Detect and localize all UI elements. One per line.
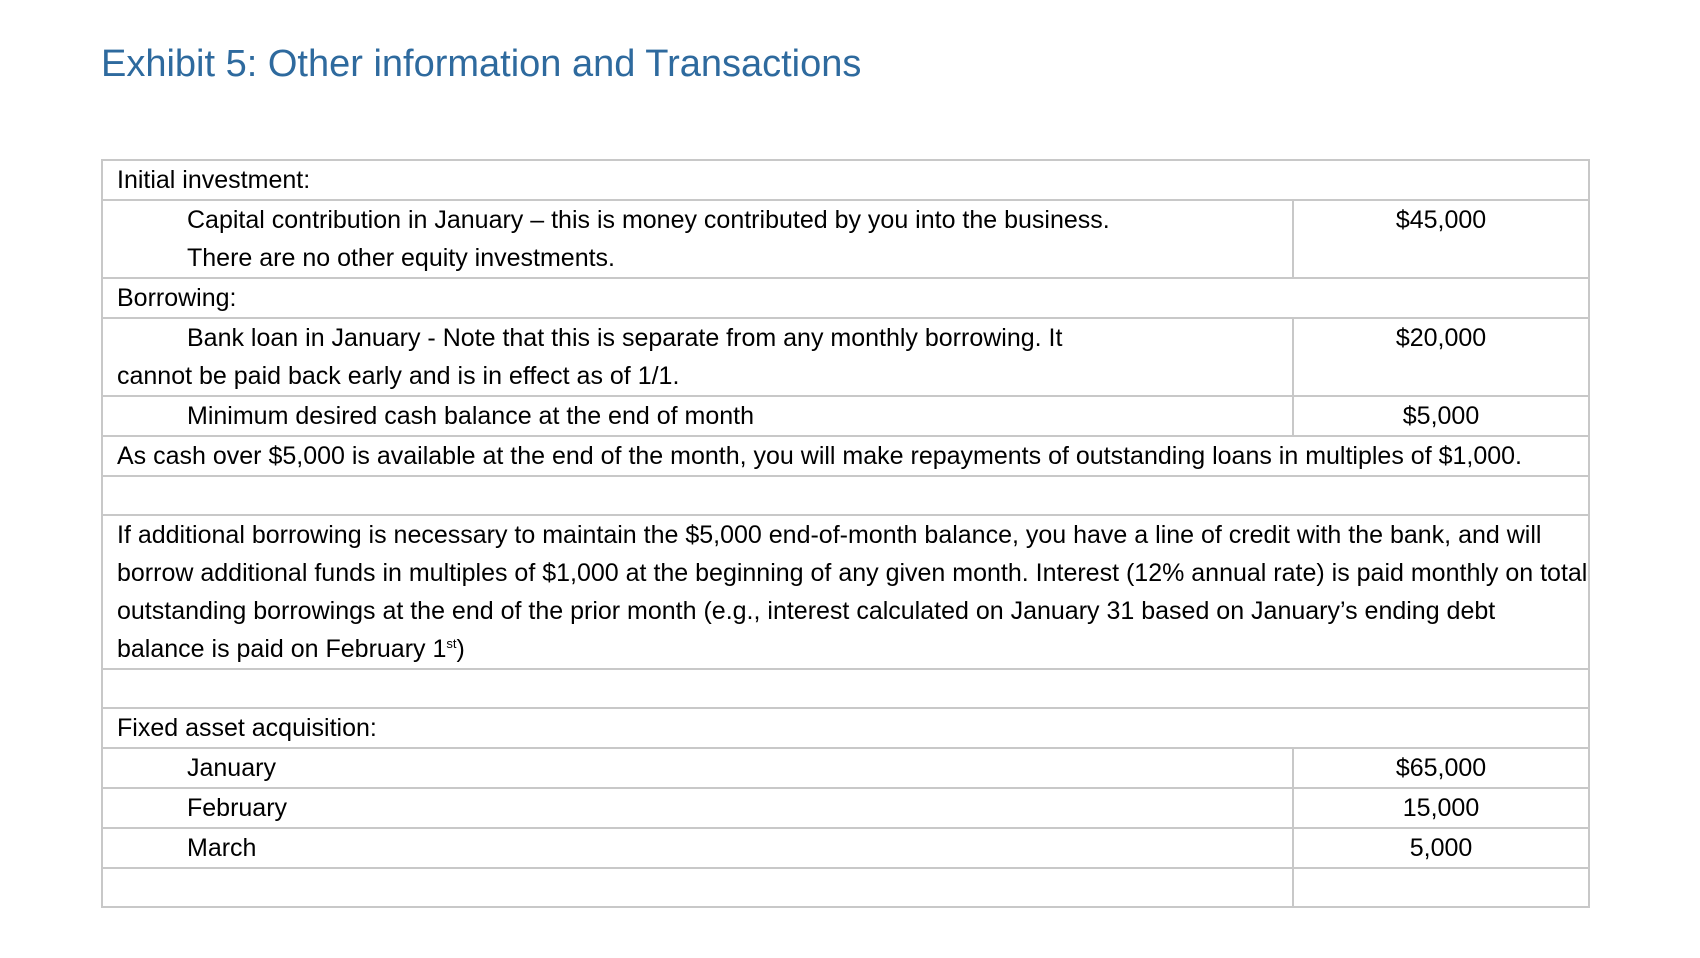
min-cash-cell (102, 396, 1293, 436)
table-row (102, 200, 1589, 278)
fixed-asset-month-cell (102, 748, 1293, 788)
fixed-asset-heading: Fixed asset acquisition: (102, 708, 1589, 748)
table-row (102, 318, 1589, 396)
initial-investment-heading: Initial investment: (102, 160, 1589, 200)
fixed-asset-month: January (187, 754, 276, 782)
table-row (102, 436, 1589, 476)
line-of-credit-note (102, 515, 1589, 669)
bank-loan-amount: $20,000 (1293, 318, 1589, 396)
capital-contribution-line2: There are no other equity investments. (187, 244, 616, 272)
capital-contribution-line1: Capital contribution in January – this is money contributed by you into the business. (187, 206, 1110, 234)
fixed-asset-month-cell (102, 788, 1293, 828)
table-row (102, 278, 1589, 318)
bank-loan-line2: cannot be paid back early and is in effect as of 1/1. (117, 362, 680, 390)
table-row (102, 788, 1589, 828)
fixed-asset-amount: 15,000 (1293, 788, 1589, 828)
capital-contribution-cell (102, 200, 1293, 278)
bank-loan-line1: Bank loan in January - Note that this is separate from any monthly borrowing. It (187, 324, 1063, 352)
empty-cell (102, 476, 1589, 515)
table-row (102, 160, 1589, 200)
empty-cell (1293, 868, 1589, 907)
min-cash-label: Minimum desired cash balance at the end of month (187, 402, 754, 430)
fixed-asset-month: February (187, 794, 288, 822)
closing-paren: ) (456, 635, 465, 663)
borrowing-heading: Borrowing: (102, 278, 1589, 318)
fixed-asset-month: March (187, 834, 257, 862)
empty-cell (102, 669, 1589, 708)
empty-cell (102, 868, 1293, 907)
table-row (102, 828, 1589, 868)
capital-contribution-amount: $45,000 (1293, 200, 1589, 278)
table-row (102, 476, 1589, 515)
bank-loan-cell (102, 318, 1293, 396)
table-row (102, 669, 1589, 708)
fixed-asset-amount: 5,000 (1293, 828, 1589, 868)
fixed-asset-month-cell (102, 828, 1293, 868)
repayment-note: As cash over $5,000 is available at the end of the month, you will make repayments of outstanding loans in multiples of $1,000. (102, 436, 1589, 476)
table-row (102, 868, 1589, 907)
line-of-credit-text: If additional borrowing is necessary to maintain the $5,000 end-of-month balance, you have a line of credit with the bank, and will borrow additional funds in multiples of $1,000 at the beginning of any given month. Interest (12% annual rate) is paid monthly on total outstanding borrowings at the end of the prior month (e.g., interest calculated on January 31 based on January’s ending debt balance is paid on February 1 (117, 521, 1588, 663)
table-row (102, 396, 1589, 436)
table-row (102, 748, 1589, 788)
page-title: Exhibit 5: Other information and Transactions (101, 43, 862, 85)
table-row (102, 708, 1589, 748)
table-row (102, 515, 1589, 669)
fixed-asset-amount: $65,000 (1293, 748, 1589, 788)
min-cash-amount: $5,000 (1293, 396, 1589, 436)
ordinal-suffix: st (446, 636, 457, 651)
exhibit-table (101, 159, 1590, 908)
